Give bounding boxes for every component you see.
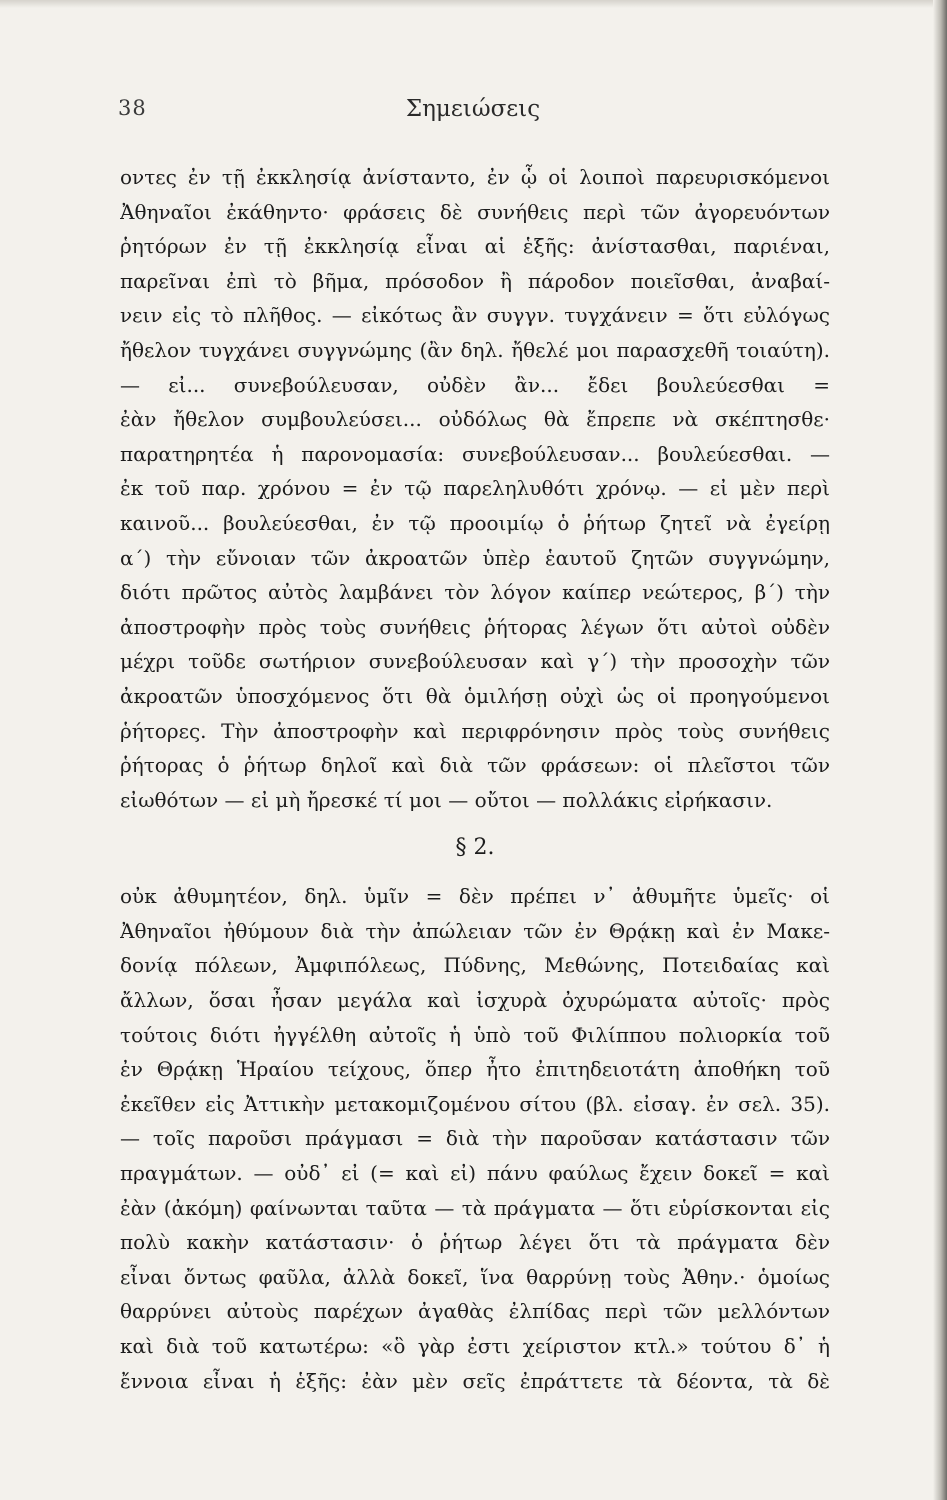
text-line: ἐκεῖθεν εἰς Ἀττικὴν μετακομιζομένου σίτου (βλ. εἰσαγ. ἐν σελ. 35). [120, 1091, 830, 1116]
running-head: Σημειώσεις [405, 96, 541, 122]
text-line: μέχρι τοῦδε σωτήριον συνεβούλευσαν καὶ γ΄) τὴν προσοχὴν τῶν [120, 649, 830, 674]
text-line: νειν εἰς τὸ πλῆθος. — εἰκότως ἂν συγγν. τυγχάνειν = ὅτι εὐλόγως [120, 303, 830, 328]
text-line: ἐν Θρᾴκῃ Ἡραίου τείχους, ὅπερ ἦτο ἐπιτηδειοτάτη ἀποθήκη τοῦ [120, 1057, 830, 1082]
text-line: οντες ἐν τῇ ἐκκλησίᾳ ἀνίσταντο, ἐν ᾧ οἱ λοιποὶ παρευρισκόμενοι [120, 165, 830, 189]
text-line: ἤθελον τυγχάνει συγγνώμης (ἂν δηλ. ἤθελέ μοι παρασχεθῆ τοιαύτη). [120, 337, 830, 362]
paragraph-1 [120, 160, 830, 817]
text-line: Ἀθηναῖοι ἠθύμουν διὰ τὴν ἀπώλειαν τῶν ἐν Θρᾴκῃ καὶ ἐν Μακε- [120, 918, 830, 943]
text-line: Ἀθηναῖοι ἐκάθηντο· φράσεις δὲ συνήθεις περὶ τῶν ἀγορευόντων [120, 199, 830, 224]
page-binding-edge [933, 0, 947, 1500]
text-line: εἰωθότων — εἰ μὴ ἤρεσκέ τί μοι — οὔτοι — πολλάκις εἰρήκασιν. [120, 787, 773, 812]
text-line: ἐκ τοῦ παρ. χρόνου = ἐν τῷ παρεληλυθότι χρόνῳ. — εἰ μὲν περὶ [120, 476, 830, 501]
text-line: α΄) τὴν εὔνοιαν τῶν ἀκροατῶν ὑπὲρ ἑαυτοῦ ζητῶν συγγνώμην, [120, 545, 830, 570]
text-line: ἐὰν (ἀκόμη) φαίνωνται ταῦτα — τὰ πράγματα — ὅτι εὑρίσκονται εἰς [120, 1195, 830, 1220]
page-header [118, 96, 828, 132]
text-line: ῥητόρων ἐν τῇ ἐκκλησίᾳ εἶναι αἱ ἑξῆς: ἀνίστασθαι, παριέναι, [120, 234, 830, 259]
body-text [120, 160, 830, 1398]
text-line: ῥήτορας ὁ ῥήτωρ δηλοῖ καὶ διὰ τῶν φράσεων: οἱ πλεῖστοι τῶν [120, 753, 830, 778]
section-heading: § 2. [455, 835, 495, 861]
text-line: ἀκροατῶν ὑποσχόμενος ὅτι θὰ ὁμιλήσῃ οὐχὶ ὡς οἱ προηγούμενοι [120, 683, 830, 708]
page-number: 38 [118, 96, 147, 120]
text-line: ἐὰν ἤθελον συμβουλεύσει... οὐδόλως θὰ ἔπρεπε νὰ σκέπτησθε· [120, 407, 830, 432]
text-line: — τοῖς παροῦσι πράγμασι = διὰ τὴν παροῦσαν κατάστασιν τῶν [120, 1126, 830, 1151]
text-line: τούτοις διότι ἠγγέλθη αὐτοῖς ἡ ὑπὸ τοῦ Φιλίππου πολιορκία τοῦ [120, 1022, 830, 1047]
text-line: καὶ διὰ τοῦ κατωτέρω: «ὃ γὰρ ἐστι χείριστον κτλ.» τούτου δ᾽ ἡ [120, 1334, 830, 1358]
text-line: ἔννοια εἶναι ἡ ἑξῆς: ἐὰν μὲν σεῖς ἐπράττετε τὰ δέοντα, τὰ δὲ [120, 1368, 830, 1393]
text-line: εἶναι ὄντως φαῦλα, ἀλλὰ δοκεῖ, ἵνα θαρρύνῃ τοὺς Ἀθην.· ὁμοίως [120, 1264, 830, 1289]
text-line: παρατηρητέα ἡ παρονομασία: συνεβούλευσαν... βουλεύεσθαι. — [120, 441, 830, 466]
text-line: δονίᾳ πόλεων, Ἀμφιπόλεως, Πύδνης, Μεθώνης, Ποτειδαίας καὶ [120, 953, 830, 978]
text-line: διότι πρῶτος αὐτὸς λαμβάνει τὸν λόγον καίπερ νεώτερος, β΄) τὴν [120, 580, 830, 605]
page-top-shadow [0, 0, 947, 8]
text-line: ῥήτορες. Τὴν ἀποστροφὴν καὶ περιφρόνησιν πρὸς τοὺς συνήθεις [120, 718, 830, 743]
text-line: πραγμάτων. — οὐδ᾽ εἰ (= καὶ εἰ) πάνυ φαύλως ἔχειν δοκεῖ = καὶ [120, 1161, 830, 1186]
text-line: παρεῖναι ἐπὶ τὸ βῆμα, πρόσοδον ἢ πάροδον ποιεῖσθαι, ἀναβαί- [120, 268, 830, 293]
text-line: — εἰ... συνεβούλευσαν, οὐδὲν ἂν... ἔδει βουλεύεσθαι = [120, 372, 830, 397]
text-line: ἄλλων, ὅσαι ἦσαν μεγάλα καὶ ἰσχυρὰ ὀχυρώματα αὐτοῖς· πρὸς [120, 988, 830, 1013]
paragraph-2 [120, 879, 830, 1398]
text-line: πολὺ κακὴν κατάστασιν· ὁ ῥήτωρ λέγει ὅτι τὰ πράγματα δὲν [120, 1230, 830, 1255]
text-line: καινοῦ... βουλεύεσθαι, ἐν τῷ προοιμίῳ ὁ ῥήτωρ ζητεῖ νὰ ἐγείρῃ [120, 510, 830, 535]
text-line: οὐκ ἀθυμητέον, δηλ. ὑμῖν = δὲν πρέπει ν᾽ ἀθυμῆτε ὑμεῖς· οἱ [120, 884, 830, 909]
text-line: ἀποστροφὴν πρὸς τοὺς συνήθεις ῥήτορας λέγων ὅτι αὐτοὶ οὐδὲν [120, 614, 830, 639]
text-line: θαρρύνει αὐτοὺς παρέχων ἀγαθὰς ἐλπίδας περὶ τῶν μελλόντων [120, 1299, 830, 1324]
